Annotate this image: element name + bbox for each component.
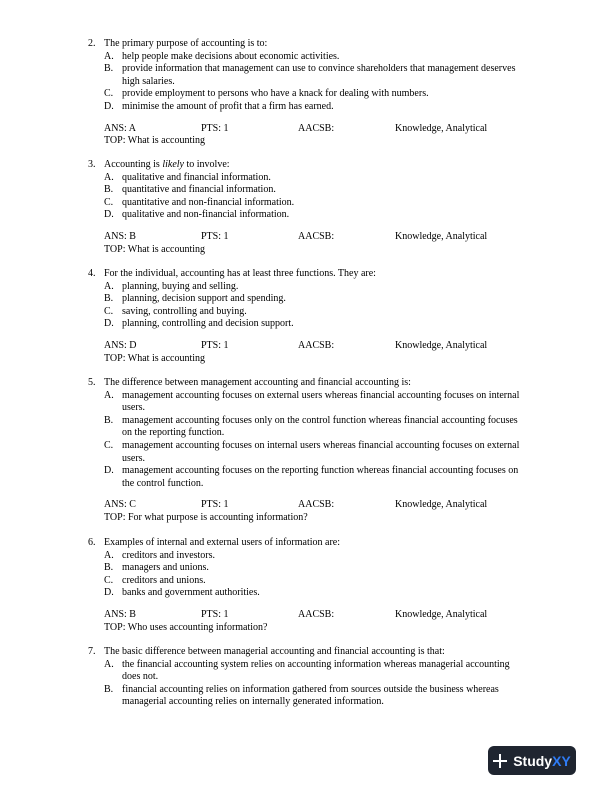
answer-key: ANS: A bbox=[104, 122, 136, 134]
option bbox=[88, 63, 528, 88]
points: PTS: 1 bbox=[201, 230, 229, 242]
option-letter: D. bbox=[104, 318, 114, 330]
question-stem bbox=[88, 377, 528, 390]
question-number: 4. bbox=[88, 268, 96, 279]
option-text: management accounting focuses on external users whereas financial accounting focuses on internal users. bbox=[122, 389, 520, 414]
option-text: provide employment to persons who have a knack for dealing with numbers. bbox=[122, 88, 429, 100]
answer-row bbox=[88, 499, 528, 512]
option-letter: A. bbox=[104, 549, 114, 561]
option bbox=[88, 562, 528, 575]
option bbox=[88, 281, 528, 294]
question-stem bbox=[88, 38, 528, 51]
answer-key: ANS: B bbox=[104, 608, 136, 620]
points: PTS: 1 bbox=[201, 339, 229, 351]
option-text: management accounting focuses on the reporting function whereas financial accounting focuses on the control function. bbox=[122, 465, 519, 489]
question-2 bbox=[88, 38, 528, 148]
answer-row bbox=[88, 609, 528, 622]
category: Knowledge, Analytical bbox=[395, 339, 488, 351]
option bbox=[88, 88, 528, 101]
option-text: financial accounting relies on information gathered from sources outside the business whereas managerial accounting relies on internally generated information. bbox=[122, 683, 499, 708]
option-text: planning, decision support and spending. bbox=[122, 293, 286, 305]
option-letter: A. bbox=[104, 389, 114, 401]
option bbox=[88, 390, 528, 415]
answer-key: ANS: D bbox=[104, 339, 137, 351]
option-text: planning, controlling and decision support. bbox=[122, 318, 294, 330]
option-letter: B. bbox=[104, 293, 114, 305]
option-text: management accounting focuses only on the control function whereas financial accounting focuses on the reporting function. bbox=[122, 414, 518, 439]
option bbox=[88, 209, 528, 222]
option-letter: B. bbox=[104, 683, 114, 695]
topic: TOP: What is accounting bbox=[104, 243, 206, 255]
option-text: qualitative and non-financial information. bbox=[122, 209, 290, 221]
option-letter: B. bbox=[104, 562, 114, 574]
question-number: 2. bbox=[88, 38, 96, 49]
topic: TOP: What is accounting bbox=[104, 135, 206, 147]
option-letter: D. bbox=[104, 209, 114, 221]
option-text: quantitative and financial information. bbox=[122, 184, 276, 196]
option-letter: C. bbox=[104, 88, 114, 100]
question-stem bbox=[88, 268, 528, 281]
option-text: provide information that management can use to convince shareholders that management deserves high salaries. bbox=[122, 63, 516, 87]
option bbox=[88, 684, 528, 709]
option bbox=[88, 465, 528, 490]
answer-row bbox=[88, 340, 528, 353]
answer-key: ANS: B bbox=[104, 230, 136, 242]
option-text: planning, buying and selling. bbox=[122, 280, 239, 292]
question-text: The primary purpose of accounting is to: bbox=[104, 38, 268, 49]
points: PTS: 1 bbox=[201, 122, 229, 134]
question-text: Accounting is likely to involve: bbox=[104, 159, 230, 170]
option-letter: C. bbox=[104, 305, 114, 317]
option bbox=[88, 197, 528, 210]
option-letter: D. bbox=[104, 465, 114, 477]
option-letter: B. bbox=[104, 63, 114, 75]
option bbox=[88, 306, 528, 319]
question-number: 5. bbox=[88, 377, 96, 388]
question-text: For the individual, accounting has at least three functions. They are: bbox=[104, 268, 376, 279]
question-number: 6. bbox=[88, 537, 96, 548]
option-text: quantitative and non-financial information. bbox=[122, 196, 295, 208]
aacsb-label: AACSB: bbox=[298, 499, 335, 511]
option bbox=[88, 659, 528, 684]
aacsb-label: AACSB: bbox=[298, 230, 335, 242]
brand-name: StudyXY bbox=[513, 752, 571, 769]
option-text: creditors and investors. bbox=[122, 549, 216, 561]
question-stem bbox=[88, 537, 528, 550]
option-letter: A. bbox=[104, 658, 114, 670]
question-number: 7. bbox=[88, 646, 96, 657]
answer-key: ANS: C bbox=[104, 499, 136, 511]
option-letter: B. bbox=[104, 414, 114, 426]
question-text: The difference between management accounting and financial accounting is: bbox=[104, 377, 411, 388]
question-6 bbox=[88, 537, 528, 634]
question-5 bbox=[88, 377, 528, 525]
option-text: help people make decisions about economic activities. bbox=[122, 50, 340, 62]
category: Knowledge, Analytical bbox=[395, 499, 488, 511]
question-text: The basic difference between managerial accounting and financial accounting is that: bbox=[104, 646, 445, 657]
option-text: managers and unions. bbox=[122, 562, 209, 574]
category: Knowledge, Analytical bbox=[395, 230, 488, 242]
option-letter: A. bbox=[104, 280, 114, 292]
category: Knowledge, Analytical bbox=[395, 608, 488, 620]
points: PTS: 1 bbox=[201, 608, 229, 620]
option bbox=[88, 575, 528, 588]
option bbox=[88, 587, 528, 600]
option bbox=[88, 318, 528, 331]
question-stem bbox=[88, 646, 528, 659]
plus-icon bbox=[493, 754, 507, 768]
option-letter: A. bbox=[104, 171, 114, 183]
aacsb-label: AACSB: bbox=[298, 608, 335, 620]
question-7 bbox=[88, 646, 528, 709]
aacsb-label: AACSB: bbox=[298, 339, 335, 351]
points: PTS: 1 bbox=[201, 499, 229, 511]
studyxy-badge[interactable] bbox=[488, 746, 576, 775]
option-letter: C. bbox=[104, 574, 114, 586]
topic: TOP: For what purpose is accounting information? bbox=[104, 511, 308, 523]
option-letter: D. bbox=[104, 587, 114, 599]
option bbox=[88, 184, 528, 197]
category: Knowledge, Analytical bbox=[395, 122, 488, 134]
option-text: banks and government authorities. bbox=[122, 587, 260, 599]
option bbox=[88, 550, 528, 563]
option bbox=[88, 101, 528, 114]
option-text: saving, controlling and buying. bbox=[122, 305, 247, 317]
option-text: the financial accounting system relies on accounting information whereas managerial accounting does not. bbox=[122, 658, 510, 683]
option bbox=[88, 293, 528, 306]
option-letter: B. bbox=[104, 184, 114, 196]
topic: TOP: Who uses accounting information? bbox=[104, 621, 268, 633]
option-text: management accounting focuses on internal users whereas financial accounting focuses on external users. bbox=[122, 439, 520, 464]
option bbox=[88, 51, 528, 64]
option bbox=[88, 172, 528, 185]
question-number: 3. bbox=[88, 159, 96, 170]
option bbox=[88, 415, 528, 440]
option bbox=[88, 440, 528, 465]
question-stem bbox=[88, 159, 528, 172]
answer-row bbox=[88, 123, 528, 136]
option-letter: C. bbox=[104, 196, 114, 208]
topic: TOP: What is accounting bbox=[104, 352, 206, 364]
question-4 bbox=[88, 268, 528, 365]
option-text: qualitative and financial information. bbox=[122, 171, 271, 183]
question-text: Examples of internal and external users of information are: bbox=[104, 537, 341, 548]
option-letter: A. bbox=[104, 50, 114, 62]
answer-row bbox=[88, 231, 528, 244]
option-text: minimise the amount of profit that a firm has earned. bbox=[122, 100, 334, 112]
option-letter: D. bbox=[104, 100, 114, 112]
option-letter: C. bbox=[104, 439, 114, 451]
question-3 bbox=[88, 159, 528, 256]
aacsb-label: AACSB: bbox=[298, 122, 335, 134]
option-text: creditors and unions. bbox=[122, 574, 206, 586]
